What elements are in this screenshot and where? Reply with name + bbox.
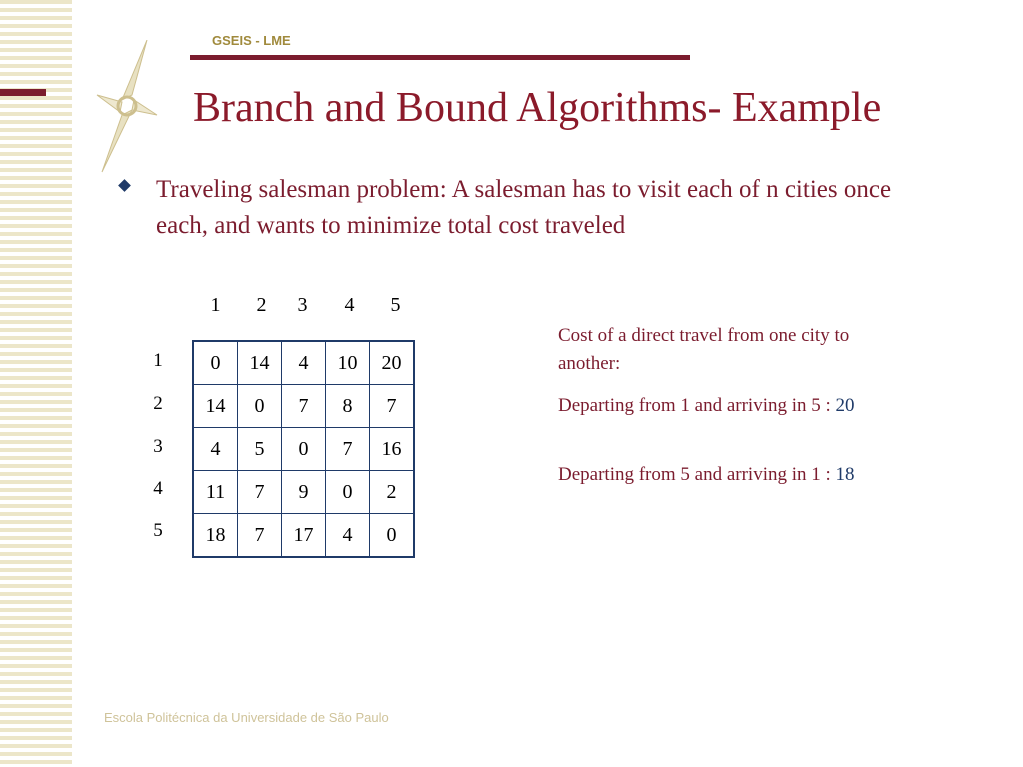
table-cell: 7 bbox=[326, 428, 370, 471]
decorative-left-bar bbox=[0, 89, 46, 96]
table-cell: 0 bbox=[238, 385, 282, 428]
table-cell: 20 bbox=[370, 341, 415, 385]
table-cell: 14 bbox=[193, 385, 238, 428]
row-header: 2 bbox=[153, 393, 163, 414]
table-cell: 8 bbox=[326, 385, 370, 428]
note-intro: Cost of a direct travel from one city to another: bbox=[558, 325, 850, 374]
cost-matrix-table bbox=[192, 340, 415, 558]
table-row bbox=[193, 428, 414, 471]
note-example-1-text: Departing from 1 and arriving in 5 : bbox=[558, 395, 831, 416]
table-cell: 14 bbox=[238, 341, 282, 385]
table-cell: 7 bbox=[238, 514, 282, 558]
note-example-1-value: 20 bbox=[835, 395, 855, 416]
table-cell: 0 bbox=[282, 428, 326, 471]
table-cell: 18 bbox=[193, 514, 238, 558]
row-header: 3 bbox=[153, 436, 163, 457]
table-cell: 0 bbox=[193, 341, 238, 385]
column-header: 5 bbox=[390, 294, 401, 316]
footer-text: Escola Politécnica da Universidade de São Paulo bbox=[104, 710, 389, 725]
table-cell: 4 bbox=[326, 514, 370, 558]
column-header: 1 bbox=[210, 294, 221, 316]
table-row bbox=[193, 471, 414, 514]
note-example-2-value: 18 bbox=[835, 464, 855, 485]
table-cell: 5 bbox=[238, 428, 282, 471]
table-cell: 4 bbox=[193, 428, 238, 471]
table-cell: 7 bbox=[282, 385, 326, 428]
table-cell: 4 bbox=[282, 341, 326, 385]
row-header: 5 bbox=[153, 520, 163, 541]
diamond-bullet-icon bbox=[118, 179, 131, 192]
column-header: 2 bbox=[256, 294, 267, 316]
table-row bbox=[193, 514, 414, 558]
table-cell: 0 bbox=[326, 471, 370, 514]
table-cell: 17 bbox=[282, 514, 326, 558]
table-cell: 7 bbox=[238, 471, 282, 514]
table-cell: 0 bbox=[370, 514, 415, 558]
note-example-1 bbox=[558, 392, 858, 420]
note-example-2-text: Departing from 5 and arriving in 1 : bbox=[558, 464, 831, 485]
table-cell: 11 bbox=[193, 471, 238, 514]
table-row bbox=[193, 385, 414, 428]
table-cell: 2 bbox=[370, 471, 415, 514]
decorative-stripes bbox=[0, 0, 72, 767]
bullet-text: Traveling salesman problem: A salesman has to visit each of n cities once each, and wants to minimize total cost traveled bbox=[156, 176, 892, 239]
column-header: 4 bbox=[344, 294, 355, 316]
table-cell: 7 bbox=[370, 385, 415, 428]
row-header: 4 bbox=[153, 478, 163, 499]
note-example-2 bbox=[558, 461, 858, 489]
row-header: 1 bbox=[153, 350, 163, 371]
header-rule bbox=[190, 55, 690, 60]
slide-title: Branch and Bound Algorithms- Example bbox=[193, 85, 882, 131]
compass-icon bbox=[92, 40, 162, 175]
table-row bbox=[193, 341, 414, 385]
table-cell: 9 bbox=[282, 471, 326, 514]
column-header: 3 bbox=[297, 294, 308, 316]
table-cell: 16 bbox=[370, 428, 415, 471]
header-label: GSEIS - LME bbox=[212, 33, 291, 48]
table-cell: 10 bbox=[326, 341, 370, 385]
